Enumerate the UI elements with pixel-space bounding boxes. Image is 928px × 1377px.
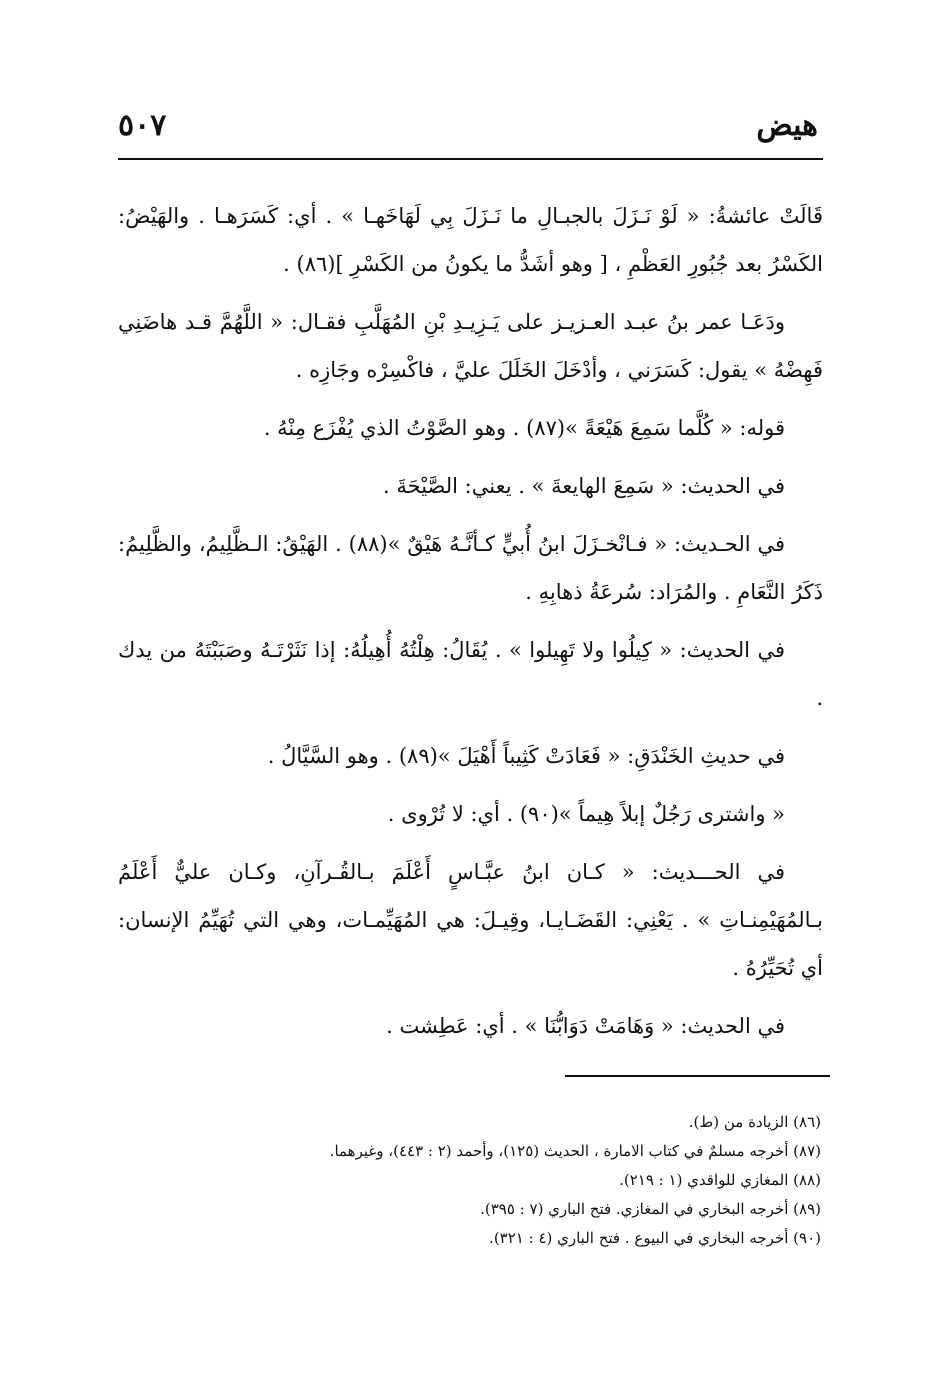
running-head [118,108,818,158]
footnotes [118,1108,823,1253]
paragraph: في الحديث: « وَهَامَتْ دَوَابُّنَا » . أي: عَطِشت . [386,1014,785,1038]
paragraph: ودَعَـا عمر بنُ عبـد العـزيـز على يَـزِيـدِ بْنِ المُهَلَّبِ فقـال: « اللَّهُمَّ قـد هاضَنِي فَهِضْهُ » يقول: كَسَرَني ، وأدْخَلَ الخَلَلَ عليَّ ، فاكْسِرْه وجَازِه . [118,310,823,382]
page-number: ٥٠٧ [118,108,167,143]
paragraph: قوله: « كُلَّما سَمِعَ هَيْعَةً »(٨٧) . وهو الصَّوْتُ الذي يُفْزَع مِنْهُ . [263,416,785,440]
paragraph: في الحديث: « سَمِعَ الهايعةَ » . يعني: الصَّيْحَةَ . [383,474,785,498]
paragraph: في حديثِ الخَنْدَقِ: « فَعَادَتْ كَثِيباً أَهْيَلَ »(٨٩) . وهو السَّيَّالُ . [267,744,785,768]
paragraph: في الحديث: « كِيلُوا ولا تَهِيلوا » . يُقَالُ: هِلْتُهُ أُهِيلُهُ: إذا نَثَرْتَـهُ وصَبَبْتَهُ من يدك . [118,638,823,710]
header-divider [118,158,823,160]
footnote: (٨٧) أخرجه مسلمٌ في كتاب الامارة ، الحديث (١٢٥)، وأحمد (٢ : ٤٤٣)، وغيرهما. [329,1142,821,1160]
paragraph: قَالَتْ عائشةُ: « لَوْ نَـزَلَ بالجبـالِ ما نَـزَلَ بِي لَهَاخَهـا » . أي: كَسَرَهـا . والهَيْضُ: الكَسْرُ بعد جُبُورِ العَظْمِ ، [ وهو أشَدُّ ما يكونُ من الكَسْرِ ](٨٦) . [118,204,823,276]
footnote: (٩٠) أخرجه البخاري في البيوع . فتح الباري (٤ : ٣٢١). [489,1229,821,1247]
paragraph: في الحـــديث: « كـان ابنُ عبَّـاسٍ أَعْلَمَ بـالقُـرآنِ، وكـان عليٌّ أَعْلَمُ بـالمُهَيْمِنـاتِ » . يَعْنِي: القَضَـايـا، وقِيـلَ: هي المُهَيِّمـات، وهي التي تُهَيِّمُ الإنسان: أي تُحَيِّرُهُ . [118,860,823,980]
footnote: (٨٩) أخرجه البخاري في المغازي. فتح الباري (٧ : ٣٩٥). [480,1200,821,1218]
paragraph: في الحـديث: « فـانْخـزَلَ ابنُ أُبيٍّ كـأنَّـهُ هَيْقٌ »(٨٨) . الهَيْقُ: الـظَّلِيمُ، والظَّلِيمُ: ذَكَرُ النَّعَامِ . والمُرَاد: سُرعَةُ ذهابِهِ . [118,532,823,604]
running-head-word: هيض [756,108,818,143]
footnote: (٨٨) المغازي للواقدي (١ : ٢١٩). [619,1171,821,1189]
main-text [118,192,823,1060]
footnote: (٨٦) الزيادة من (ط). [688,1113,821,1131]
footnote-divider [565,1075,830,1077]
paragraph: « واشترى رَجُلٌ إبلاً هِيماً »(٩٠) . أي: لا تُرْوى . [387,802,785,826]
